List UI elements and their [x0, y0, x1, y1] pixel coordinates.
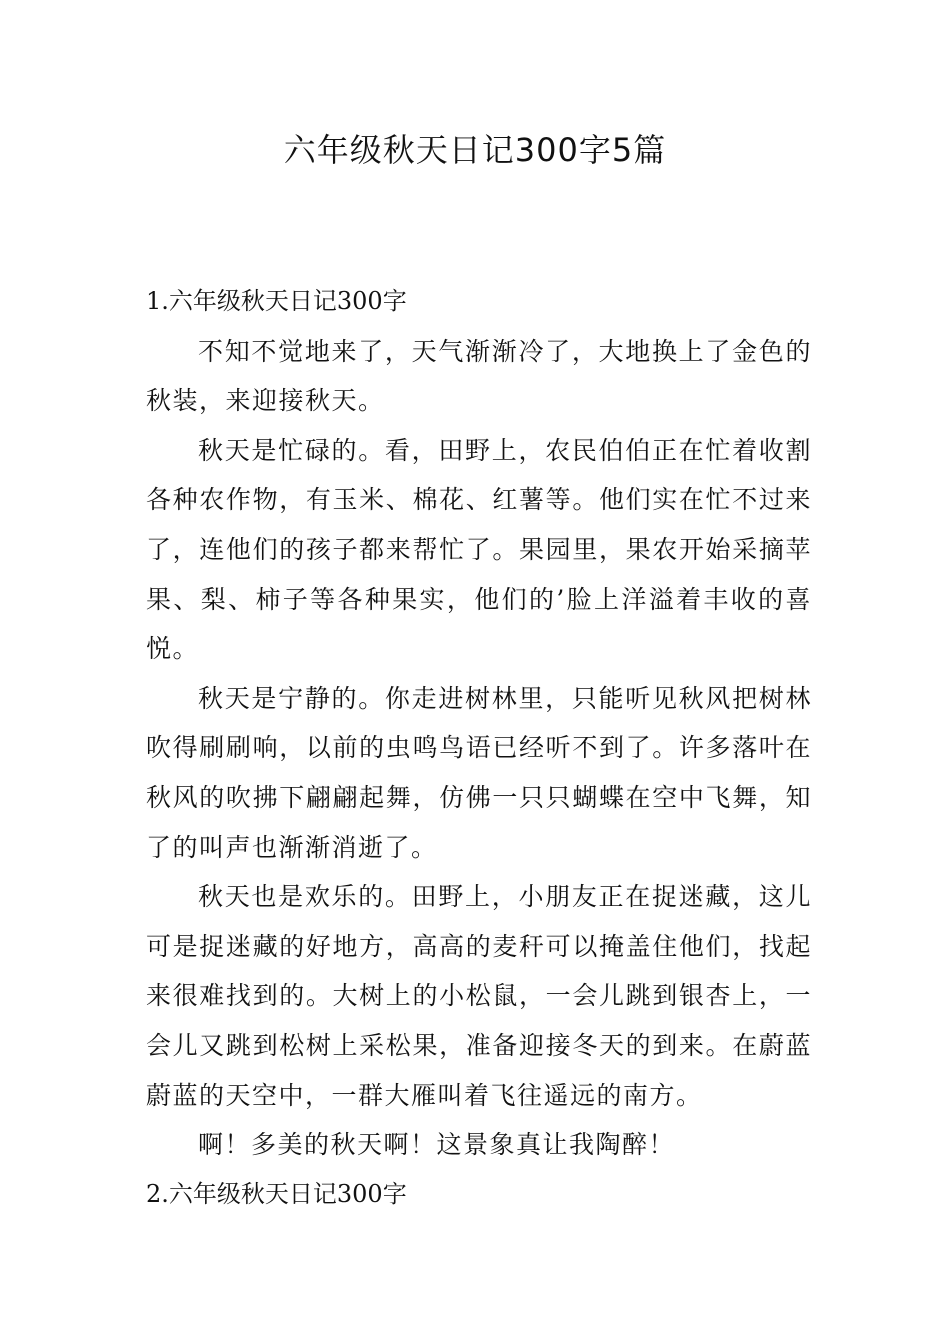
section-heading-2: 2.六年级秋天日记300字 — [146, 1179, 407, 1208]
paragraph: 秋天是忙碌的。看，田野上，农民伯伯正在忙着收割各种农作物，有玉米、棉花、红薯等。他们实在忙不过来了，连他们的孩子都来帮忙了。果园里，果农开始采摘苹果、梨、柿子等各种果实，他们的’脸上洋溢着丰收的喜悦。 — [146, 435, 812, 664]
paragraph: 秋天是宁静的。你走进树林里，只能听见秋风把树林吹得刷刷响，以前的虫鸣鸟语已经听不到了。许多落叶在秋风的吹拂下翩翩起舞，仿佛一只只蝴蝶在空中飞舞，知了的叫声也渐渐消逝了。 — [146, 683, 812, 862]
paragraph: 啊！多美的秋天啊！这景象真让我陶醉！ — [198, 1130, 676, 1160]
document-body — [146, 277, 812, 1219]
paragraph: 秋天也是欢乐的。田野上，小朋友正在捉迷藏，这儿可是捉迷藏的好地方，高高的麦秆可以掩盖住他们，找起来很难找到的。大树上的小松鼠，一会儿跳到银杏上，一会儿又跳到松树上采松果，准备迎接冬天的到来。在蔚蓝蔚蓝的天空中，一群大雁叫着飞往遥远的南方。 — [146, 882, 812, 1110]
document-title: 六年级秋天日记300字5篇 — [283, 131, 667, 169]
section-heading-1: 1.六年级秋天日记300字 — [146, 287, 407, 315]
paragraph: 不知不觉地来了，天气渐渐冷了，大地换上了金色的秋装，来迎接秋天。 — [146, 336, 812, 416]
